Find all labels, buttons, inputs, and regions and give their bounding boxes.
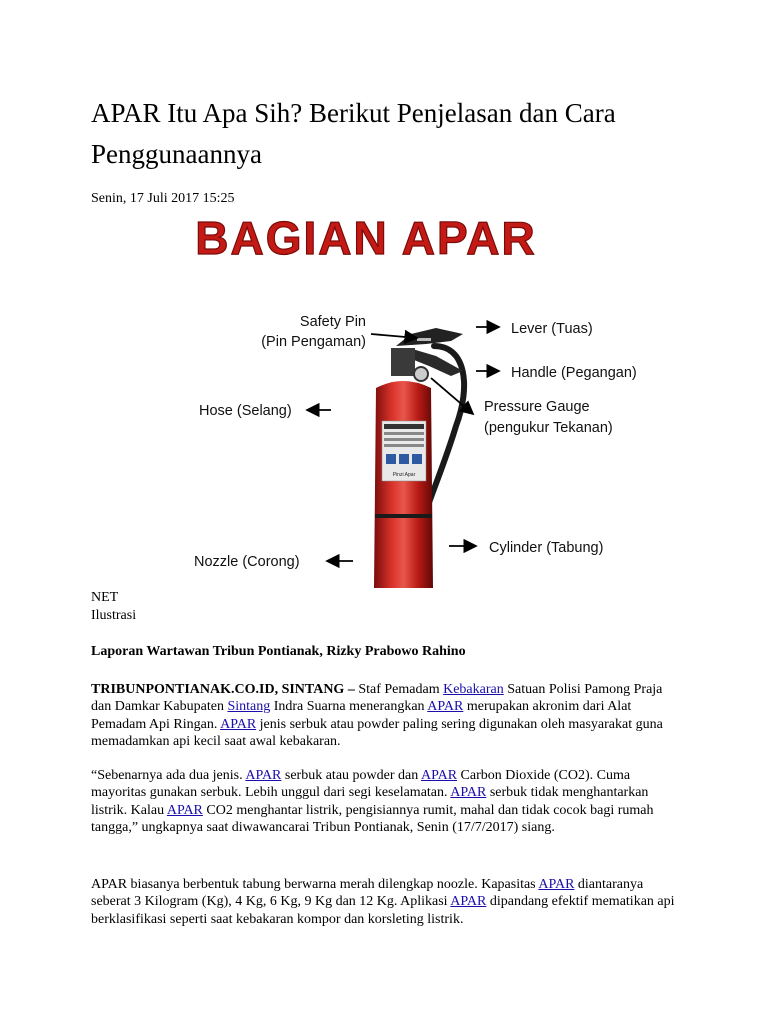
paragraph-3: APAR biasanya berbentuk tabung berwarna merah dilengkap noozle. Kapasitas APAR diantaranya seberat 3 Kilogram (Kg), 4 Kg, 6 Kg, 9 Kg dan 12 Kg. Aplikasi APAR dipandang efektif mematikan api berklasifikasi seperti saat kebakaran kompor dan korsleting listrik. bbox=[91, 877, 675, 927]
svg-text:(pengukur Tekanan): (pengukur Tekanan) bbox=[484, 420, 613, 436]
link-apar[interactable]: APAR bbox=[245, 768, 282, 783]
link-apar[interactable]: APAR bbox=[166, 802, 203, 818]
link-apar[interactable]: APAR bbox=[220, 716, 257, 732]
paragraph-1: TRIBUNPONTIANAK.CO.ID, SINTANG – Staf Pemadam Kebakaran Satuan Polisi Pamong Praja dan Damkar Kabupaten Sintang Indra Suarna menerangkan APAR merupakan akronim dari Alat Pemadam Api Ringan. APAR jenis serbuk atau powder paling sering digunakan oleh masyarakat guna memadamkan api kecil saat awal kebakaran. bbox=[91, 682, 663, 750]
label-cylinder: Cylinder (Tabung) bbox=[489, 540, 604, 556]
label-handle: Handle (Pegangan) bbox=[511, 365, 637, 381]
link-apar[interactable]: APAR bbox=[427, 699, 464, 715]
label-pressure-gauge bbox=[484, 399, 613, 436]
link-apar[interactable]: APAR bbox=[420, 768, 458, 783]
link-apar[interactable]: APAR bbox=[450, 785, 487, 801]
label-safety-pin bbox=[261, 314, 366, 350]
apar-diagram bbox=[91, 196, 685, 590]
article-date: Senin, 17 Juli 2017 15:25 bbox=[91, 191, 235, 206]
caption-credit: NET bbox=[91, 590, 119, 605]
byline: Laporan Wartawan Tribun Pontianak, Rizky Prabowo Rahino bbox=[91, 644, 466, 659]
svg-text:Safety Pin: Safety Pin bbox=[299, 314, 366, 330]
image-caption bbox=[91, 589, 136, 625]
valve-body bbox=[391, 348, 415, 376]
link-kebakaran[interactable]: Kebakaran bbox=[443, 682, 504, 697]
sticker-text: Pinzi Apar bbox=[392, 472, 416, 478]
paragraph-2: “Sebenarnya ada dua jenis. APAR serbuk atau powder dan APAR Carbon Dioxide (CO2). Cuma mayoritas gunakan serbuk. Lebih unggul dari segi keselamatan. APAR serbuk tidak menghantarkan listrik. Kalau APAR CO2 menghantar listrik, pengisiannya rumit, mahal dan tidak cocok bagi rumah tangga,” ungkapnya saat diwawancarai Tribun Pontianak, Senin (17/7/2017) siang. bbox=[91, 768, 654, 836]
pressure-gauge-shape bbox=[414, 367, 428, 381]
safety-pin-shape bbox=[417, 338, 431, 341]
link-sintang[interactable]: Sintang bbox=[227, 699, 271, 715]
article-title: APAR Itu Apa Sih? Berikut Penjelasan dan Cara Penggunaannya bbox=[91, 98, 616, 169]
svg-text:(Pin Pengaman): (Pin Pengaman) bbox=[261, 334, 366, 350]
svg-text:Pressure Gauge: Pressure Gauge bbox=[484, 399, 590, 415]
dateline: TRIBUNPONTIANAK.CO.ID, SINTANG – bbox=[91, 682, 355, 697]
link-apar[interactable]: APAR bbox=[450, 894, 487, 910]
caption-label: Ilustrasi bbox=[91, 608, 137, 623]
cylinder-shape bbox=[374, 381, 433, 588]
link-apar[interactable]: APAR bbox=[538, 877, 575, 892]
label-hose: Hose (Selang) bbox=[199, 403, 292, 419]
diagram-heading: BAGIAN APAR bbox=[195, 212, 537, 264]
label-lever: Lever (Tuas) bbox=[511, 321, 593, 337]
label-nozzle: Nozzle (Corong) bbox=[194, 554, 300, 570]
